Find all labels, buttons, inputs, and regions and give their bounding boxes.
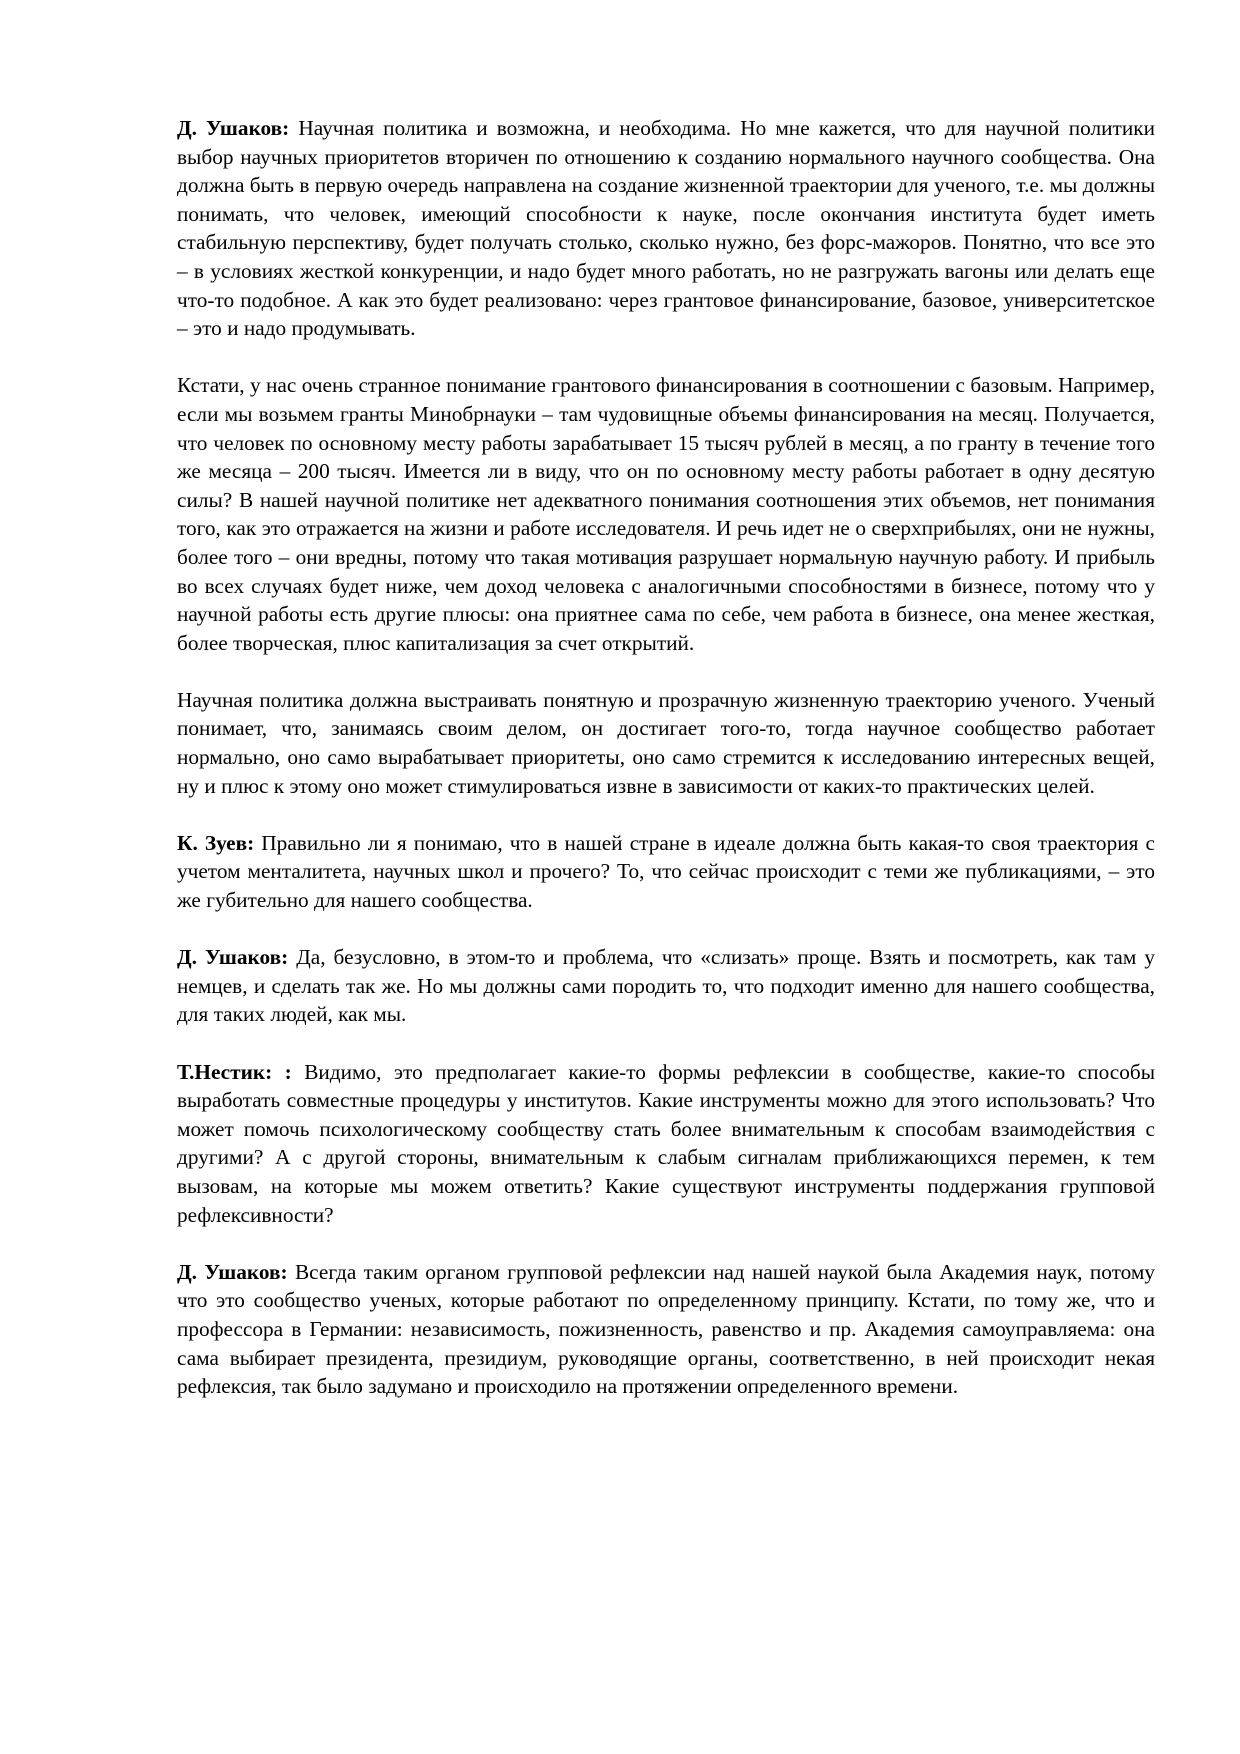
paragraph-text: Научная политика должна выстраивать понятную и прозрачную жизненную траекторию ученого. Ученый понимает, что, занимаясь своим делом, он достигает того-то, тогда научное сообщество работает нормально, оно само вырабатывает приоритеты, оно само стремится к исследованию интересных вещей, ну и плюс к этому оно может стимулироваться извне в зависимости от каких-то практических целей. [177,687,1155,798]
paragraph-text: Кстати, у нас очень странное понимание грантового финансирования в соотношении с базовым. Например, если мы возьмем гранты Минобрнауки – там чудовищные объемы финансирования на месяц. Получается, что человек по основному месту работы зарабатывает 15 тысяч рублей в месяц, а по гранту в течение того же месяца – 200 тысяч. Имеется ли в виду, что он по основному месту работы работает в одну десятую силы? В нашей научной политике нет адекватного понимания соотношения этих объемов, нет понимания того, как это отражается на жизни и работе исследователя. И речь идет не о сверхприбылях, они не нужны, более того – они вредны, потому что такая мотивация разрушает нормальную научную работу. И прибыль во всех случаях будет ниже, чем доход человека с аналогичными способностями в бизнесе, потому что у научной работы есть другие плюсы: она приятнее сама по себе, чем работа в бизнесе, она менее жесткая, более творческая, плюс капитализация за счет открытий. [177,373,1155,655]
speaker-name: Д. Ушаков: [177,945,289,970]
paragraph-ushakov-1-cont-a [177,371,1155,657]
paragraph-nestik [177,1058,1155,1230]
paragraph-text: Видимо, это предполагает какие-то формы рефлексии в сообществе, какие-то способы выработать совместные процедуры у институтов. Какие инструменты можно для этого использовать? Что может помочь психологическому сообществу стать более внимательным к способам взаимодействия с другими? А с другой стороны, внимательным к слабым сигналам приближающихся перемен, к тем вызовам, на которые мы можем ответить? Какие существуют инструменты поддержания групповой рефлексивности? [177,1059,1155,1227]
paragraph-zuev [177,829,1155,915]
paragraph-text: Всегда таким органом групповой рефлексии над нашей наукой была Академия наук, потому что это сообщество ученых, которые работают по определенному принципу. Кстати, по тому же, что и профессора в Германии: независимость, пожизненность, равенство и пр. Академия самоуправляема: она сама выбирает президента, президиум, руководящие органы, соответственно, в ней происходит некая рефлексия, так было задумано и происходило на протяжении определенного времени. [177,1259,1156,1399]
paragraph-ushakov-2 [177,943,1155,1029]
speaker-name: Д. Ушаков: [177,116,290,140]
paragraph-text: Научная политика и возможна, и необходима. Но мне кажется, что для научной политики выбор научных приоритетов вторичен по отношению к созданию нормального научного сообщества. Она должна быть в первую очередь направлена на создание жизненной траектории для ученого, т.е. мы должны понимать, что человек, имеющий способности к науке, после окончания института будет иметь стабильную перспективу, будет получать столько, сколько нужно, без форс-мажоров. Понятно, что все это – в условиях жесткой конкуренции, и надо будет много работать, но не разгружать вагоны или делать еще что-то подобное. А как это будет реализовано: через грантовое финансирование, базовое, университетское – это и надо продумывать. [177,116,1155,341]
paragraph-text: Правильно ли я понимаю, что в нашей стране в идеале должна быть какая-то своя траектория с учетом менталитета, научных школ и прочего? То, что сейчас происходит с теми же публикациями, – это же губительно для нашего сообщества. [177,830,1155,913]
paragraph-text: Да, безусловно, в этом-то и проблема, что «слизать» проще. Взять и посмотреть, как там у немцев, и сделать так же. Но мы должны сами породить то, что подходит именно для нашего сообщества, для таких людей, как мы. [177,945,1155,1027]
speaker-name: Т.Нестик: : [177,1059,292,1084]
paragraph-ushakov-3 [177,1258,1155,1401]
speaker-name: Д. Ушаков: [177,1259,288,1284]
paragraph-ushakov-1-cont-b [177,686,1155,800]
document-page [177,114,1155,1429]
speaker-name: К. Зуев: [177,830,255,855]
paragraph-ushakov-1 [177,114,1155,343]
